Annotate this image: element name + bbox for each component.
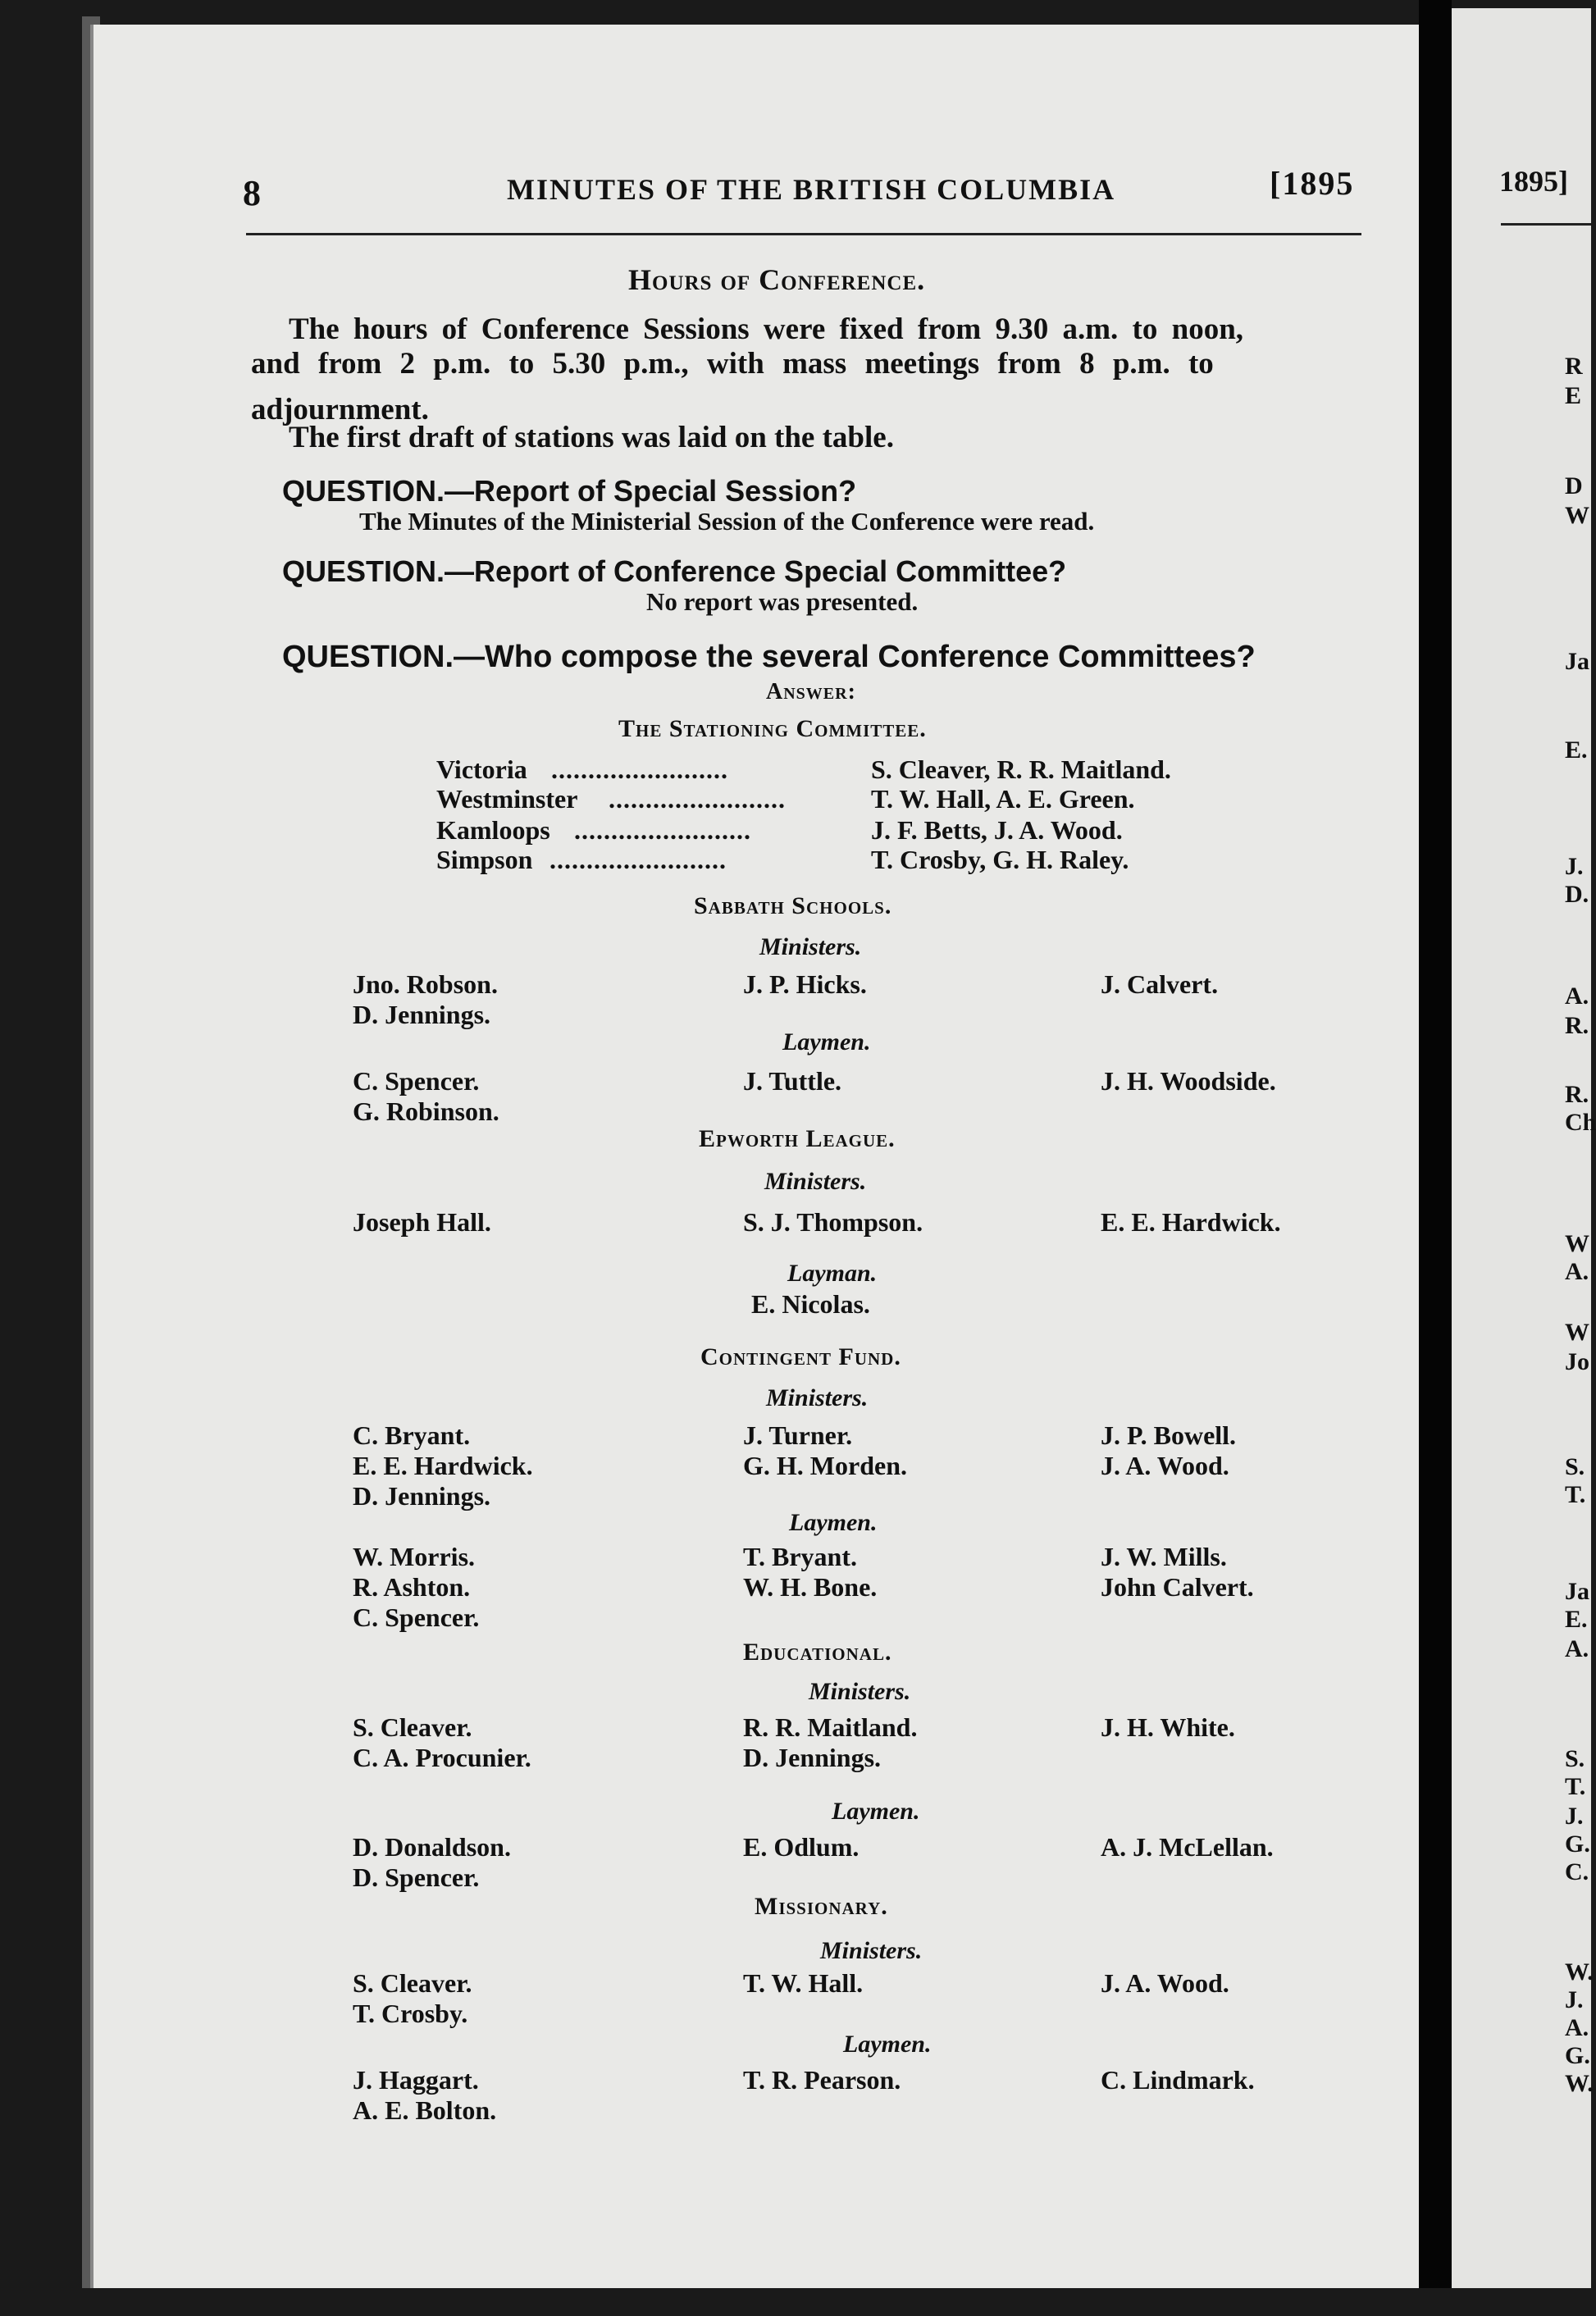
- layman-name: W. Morris.: [353, 1542, 476, 1571]
- layman-name: T. R. Pearson.: [743, 2065, 901, 2095]
- epworth-ministers-label: Ministers.: [764, 1168, 867, 1195]
- facing-margin-letter: D.: [1565, 881, 1589, 908]
- layman-name: John Calvert.: [1101, 1572, 1254, 1602]
- minister-name: S. Cleaver.: [353, 1712, 472, 1742]
- layman-name: J. H. Woodside.: [1101, 1066, 1276, 1096]
- stationing-place: Victoria: [436, 755, 527, 784]
- facing-margin-letter: R.: [1565, 1081, 1589, 1108]
- stationing-members: S. Cleaver, R. R. Maitland.: [871, 755, 1171, 784]
- epworth-committee-title: Epworth League.: [699, 1125, 896, 1152]
- stationing-title: The Stationing Committee.: [618, 715, 927, 742]
- facing-margin-letter: R.: [1565, 1012, 1589, 1039]
- facing-margin-letter: A.: [1565, 1258, 1589, 1285]
- sabbath-committee-title: Sabbath Schools.: [694, 892, 892, 919]
- facing-margin-letter: E: [1565, 382, 1582, 409]
- facing-margin-letter: Jo: [1565, 1348, 1589, 1375]
- stationing-leader-dots: ........................: [574, 815, 751, 845]
- facing-margin-letter: S.: [1565, 1745, 1585, 1772]
- scan-bottom-band: [0, 2288, 1591, 2316]
- minister-name: Jno. Robson.: [353, 969, 498, 999]
- layman-name: A. E. Bolton.: [353, 2095, 497, 2125]
- minister-name: D. Jennings.: [743, 1743, 882, 1772]
- facing-margin-letter: G.: [1565, 1830, 1590, 1858]
- stationing-leader-dots: ........................: [609, 784, 786, 814]
- minister-name: J. Calvert.: [1101, 969, 1219, 999]
- hours-paragraph-line-1: The hours of Conference Sessions were fixed from 9.30 a.m. to noon,: [289, 312, 1244, 346]
- minister-name: D. Jennings.: [353, 1000, 491, 1029]
- layman-name: W. H. Bone.: [743, 1572, 878, 1602]
- minister-name: J. P. Bowell.: [1101, 1420, 1237, 1450]
- stationing-place: Kamloops: [436, 815, 550, 845]
- book-gutter: [1419, 0, 1452, 2316]
- layman-name: D. Spencer.: [353, 1862, 480, 1892]
- facing-margin-letter: A.: [1565, 2014, 1589, 2041]
- facing-margin-letter: A.: [1565, 982, 1589, 1010]
- contingent-ministers-label: Ministers.: [766, 1384, 869, 1411]
- header-year: [1895: [1270, 165, 1355, 202]
- hours-paragraph-line-3: adjournment.: [251, 393, 429, 426]
- layman-name: J. Haggart.: [353, 2065, 479, 2095]
- layman-name: J. W. Mills.: [1101, 1542, 1227, 1571]
- facing-margin-letter: T.: [1565, 1773, 1586, 1800]
- minister-name: E. E. Hardwick.: [353, 1451, 533, 1480]
- minister-name: R. R. Maitland.: [743, 1712, 918, 1742]
- first-draft-note: The first draft of stations was laid on the table.: [289, 421, 894, 454]
- minister-name: C. Bryant.: [353, 1420, 471, 1450]
- sabbath-ministers-label: Ministers.: [759, 933, 862, 960]
- facing-margin-letter: W.: [1565, 1958, 1594, 1985]
- facing-margin-letter: J.: [1565, 853, 1584, 880]
- minister-name: J. A. Wood.: [1101, 1968, 1229, 1998]
- minister-name: E. E. Hardwick.: [1101, 1207, 1281, 1237]
- sabbath-laymen-label: Laymen.: [782, 1028, 871, 1055]
- facing-margin-letter: Ja: [1565, 648, 1589, 675]
- layman-name: E. Odlum.: [743, 1832, 860, 1862]
- facing-margin-letter: J.: [1565, 1803, 1584, 1830]
- minister-name: J. H. White.: [1101, 1712, 1235, 1742]
- educational-committee-title: Educational.: [743, 1639, 892, 1666]
- facing-margin-letter: E.: [1565, 736, 1588, 764]
- stationing-members: T. Crosby, G. H. Raley.: [871, 845, 1129, 874]
- answer-special-committee: No report was presented.: [646, 587, 919, 616]
- layman-name: A. J. McLellan.: [1101, 1832, 1274, 1862]
- contingent-committee-title: Contingent Fund.: [700, 1343, 901, 1370]
- answer-special-session: The Minutes of the Ministerial Session of the Conference were read.: [359, 507, 1095, 536]
- layman-name: E. Nicolas.: [751, 1289, 870, 1319]
- epworth-laymen-label: Layman.: [787, 1260, 878, 1287]
- minister-name: T. W. Hall.: [743, 1968, 864, 1998]
- layman-name: C. Spencer.: [353, 1603, 480, 1632]
- hours-title: Hours of Conference.: [628, 263, 926, 296]
- minister-name: C. A. Procunier.: [353, 1743, 531, 1772]
- facing-margin-letter: Ja: [1565, 1578, 1589, 1605]
- contingent-laymen-label: Laymen.: [789, 1509, 878, 1536]
- stationing-place: Westminster: [436, 784, 578, 814]
- question-committees: QUESTION.—Who compose the several Conference Committees?: [282, 640, 1256, 674]
- missionary-committee-title: Missionary.: [755, 1893, 888, 1920]
- educational-laymen-label: Laymen.: [832, 1798, 920, 1825]
- minister-name: T. Crosby.: [353, 1999, 468, 2028]
- facing-header-rule: [1501, 223, 1591, 226]
- page-number: 8: [243, 173, 262, 213]
- question-special-committee: QUESTION.—Report of Conference Special Committee?: [282, 554, 1067, 588]
- facing-margin-letter: E.: [1565, 1606, 1588, 1633]
- minister-name: G. H. Morden.: [743, 1451, 907, 1480]
- minister-name: D. Jennings.: [353, 1481, 491, 1511]
- facing-margin-letter: G.: [1565, 2042, 1590, 2069]
- facing-page: [1452, 8, 1596, 2296]
- layman-name: T. Bryant.: [743, 1542, 857, 1571]
- minister-name: J. Turner.: [743, 1420, 853, 1450]
- facing-margin-letter: W.: [1565, 2070, 1594, 2097]
- minister-name: J. A. Wood.: [1101, 1451, 1229, 1480]
- hours-paragraph-line-2: and from 2 p.m. to 5.30 p.m., with mass meetings from 8 p.m. to: [251, 347, 1214, 381]
- minister-name: J. P. Hicks.: [743, 969, 867, 999]
- stationing-leader-dots: ........................: [549, 845, 727, 874]
- layman-name: D. Donaldson.: [353, 1832, 511, 1862]
- facing-margin-letter: W: [1565, 1319, 1589, 1346]
- facing-margin-letter: D: [1565, 472, 1583, 499]
- stationing-leader-dots: ........................: [551, 755, 728, 784]
- facing-page-year: 1895]: [1499, 165, 1568, 198]
- header-rule: [246, 233, 1361, 235]
- facing-margin-letter: J.: [1565, 1986, 1584, 2013]
- educational-ministers-label: Ministers.: [809, 1678, 911, 1705]
- facing-margin-letter: A.: [1565, 1635, 1589, 1662]
- answer-label: Answer:: [766, 679, 856, 704]
- minister-name: Joseph Hall.: [353, 1207, 491, 1237]
- question-special-session: QUESTION.—Report of Special Session?: [282, 474, 857, 508]
- minister-name: S. J. Thompson.: [743, 1207, 923, 1237]
- stationing-members: J. F. Betts, J. A. Wood.: [871, 815, 1123, 845]
- minister-name: S. Cleaver.: [353, 1968, 472, 1998]
- facing-margin-letter: S.: [1565, 1453, 1585, 1480]
- stationing-members: T. W. Hall, A. E. Green.: [871, 784, 1135, 814]
- missionary-ministers-label: Ministers.: [820, 1937, 923, 1964]
- missionary-laymen-label: Laymen.: [843, 2031, 932, 2058]
- layman-name: C. Spencer.: [353, 1066, 480, 1096]
- layman-name: R. Ashton.: [353, 1572, 471, 1602]
- facing-margin-letter: T.: [1565, 1481, 1586, 1508]
- facing-margin-letter: R: [1565, 353, 1583, 380]
- facing-margin-letter: Ch: [1565, 1109, 1596, 1136]
- facing-margin-letter: W: [1565, 502, 1589, 529]
- running-title: MINUTES OF THE BRITISH COLUMBIA: [507, 173, 1116, 206]
- facing-margin-letter: W: [1565, 1230, 1589, 1257]
- layman-name: C. Lindmark.: [1101, 2065, 1255, 2095]
- layman-name: J. Tuttle.: [743, 1066, 842, 1096]
- facing-margin-letter: C.: [1565, 1858, 1589, 1885]
- layman-name: G. Robinson.: [353, 1096, 499, 1126]
- stationing-place: Simpson: [436, 845, 533, 874]
